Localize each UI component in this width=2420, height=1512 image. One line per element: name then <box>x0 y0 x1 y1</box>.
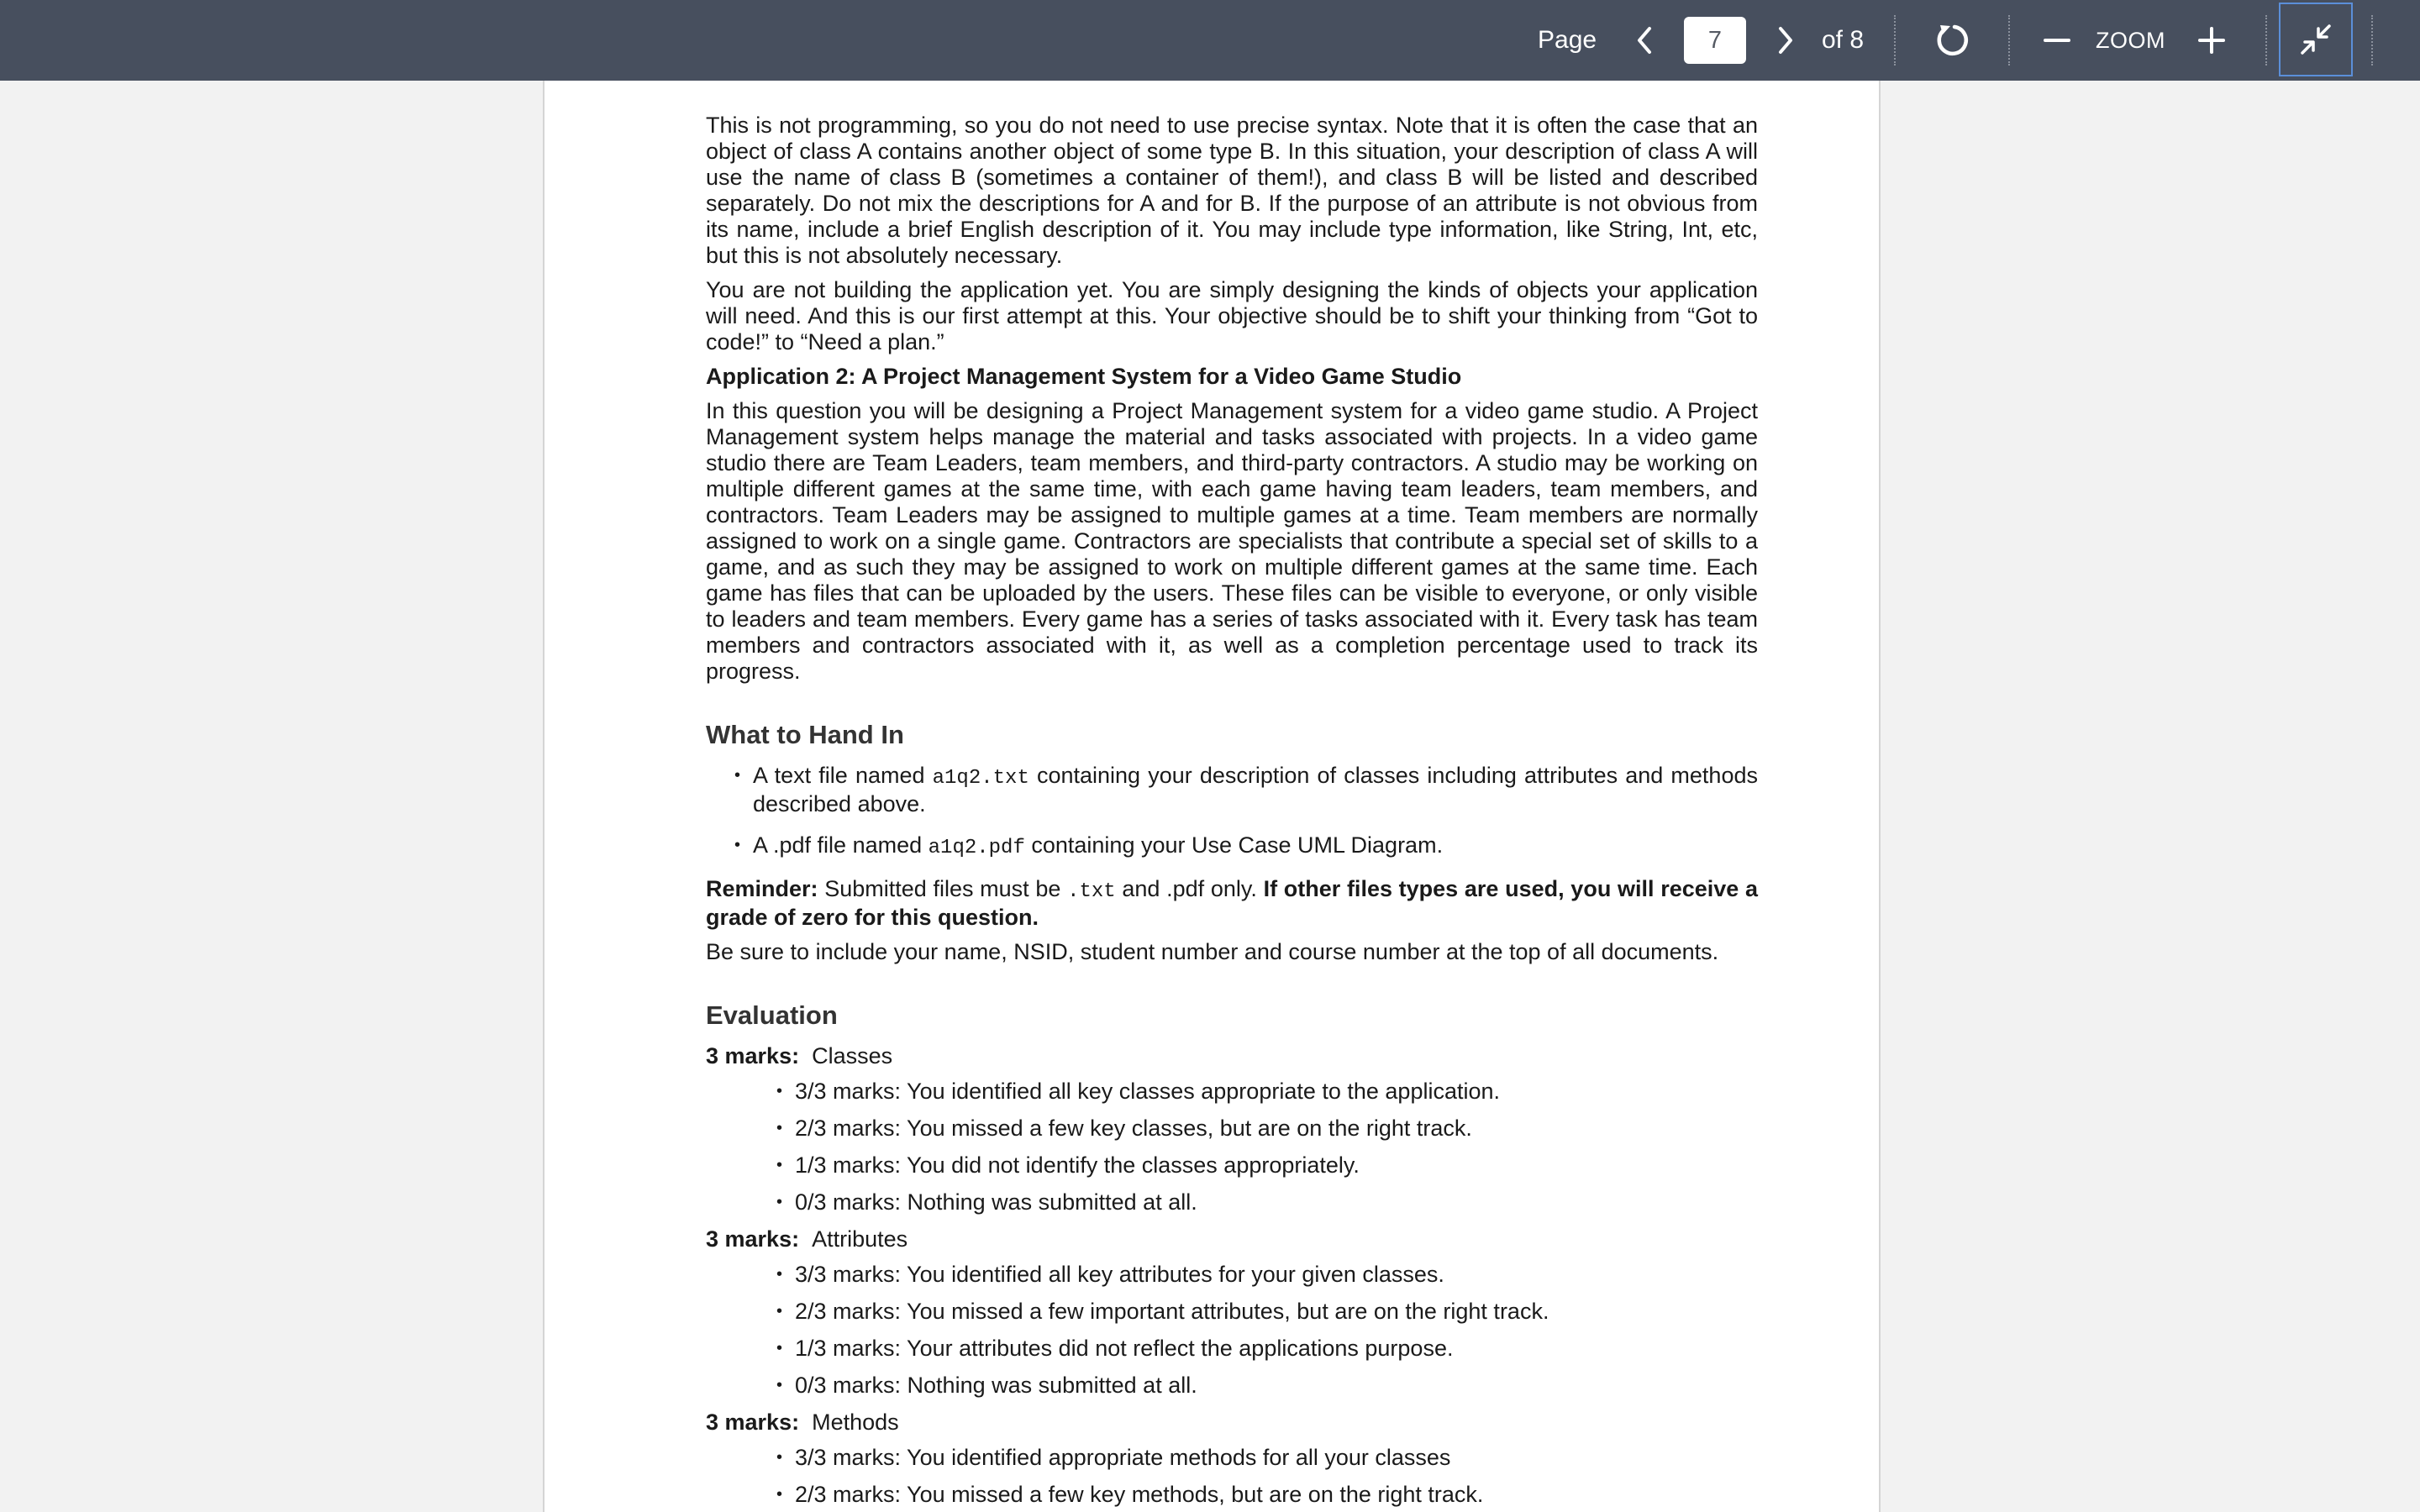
criterion-item: • 0/3 marks: Nothing was submitted at all. <box>795 1373 1758 1399</box>
hand-in-item <box>753 763 1758 817</box>
criterion-item: • 3/3 marks: You identified all key classes appropriate to the application. <box>795 1079 1758 1105</box>
toolbar-separator <box>2371 15 2373 66</box>
pdf-toolbar <box>0 0 2420 81</box>
reminder-text: and .pdf only. <box>1115 876 1264 901</box>
toolbar-separator <box>2265 15 2267 66</box>
rotate-button[interactable] <box>1928 15 1978 66</box>
paragraph-syntax-note: This is not programming, so you do not need to use precise syntax. Note that it is often the case that an object of class A contains another object of some type B. In this situation, your description of class A will use the name of class B (sometimes a container of them!), and class B will be listed and described separately. Do not mix the descriptions for A and for B. If the purpose of an attribute is not obvious from its name, include a brief English description of it. You may include type information, like String, Int, etc, but this is not absolutely necessary. <box>706 113 1758 268</box>
document-content <box>706 113 1758 1512</box>
hand-in-heading: What to Hand In <box>706 720 904 749</box>
criterion-name: Attributes <box>812 1226 908 1252</box>
paragraph-application-2: In this question you will be designing a Project Management system for a video game studio. A Project Management system helps manage the material and tasks associated with projects. In a video game studio there are Team Leaders, team members, and third-party contractors. A studio may be working on multiple different games at the same time, with each game having team leaders, team members, and contractors. Team Leaders may be assigned to multiple games at a time. Team members are normally assigned to work on a single game. Contractors are specialists that contribute a special set of skills to a game, and as such they may be assigned to work on multiple different games at the same time. Each game has files that can be uploaded by the users. These files can be visible to everyone, or only visible to leaders and team members. Every game has a series of tasks associated with it. Every task has team members and contractors associated with it, as well as a completion percentage used to track its progress. <box>706 398 1758 684</box>
criterion-item: • 3/3 marks: You identified appropriate methods for all your classes <box>795 1445 1758 1471</box>
zoom-out-button[interactable] <box>2032 15 2082 66</box>
application-2-heading: Application 2: A Project Management System for a Video Game Studio <box>706 364 1462 389</box>
criterion-item: • 0/3 marks: Nothing was submitted at all. <box>795 1189 1758 1215</box>
evaluation-heading: Evaluation <box>706 1000 838 1030</box>
collapse-icon <box>2299 23 2333 56</box>
criterion-item: • 2/3 marks: You missed a few important attributes, but are on the right track. <box>795 1299 1758 1325</box>
hand-in-text: A text file named <box>753 763 933 788</box>
hand-in-text: A .pdf file named <box>753 832 929 858</box>
criterion-marks: 3 marks: <box>706 1043 800 1068</box>
hand-in-item <box>753 832 1758 861</box>
hand-in-list <box>706 763 1758 861</box>
page-label: Page <box>1538 26 1597 54</box>
criterion-marks: 3 marks: <box>706 1410 800 1435</box>
criterion-name: Classes <box>812 1043 893 1068</box>
reminder-warning: If other files types are used, you will receive a grade of zero for this question. <box>706 876 1758 930</box>
criterion-item: • 2/3 marks: You missed a few key classes, but are on the right track. <box>795 1116 1758 1142</box>
chevron-right-icon <box>1772 25 1797 55</box>
filename-code: a1q2.txt <box>932 767 1029 790</box>
zoom-label: ZOOM <box>2096 27 2165 53</box>
hand-in-text: containing your description of classes including attributes and methods described above. <box>753 763 1758 816</box>
criterion-marks: 3 marks: <box>706 1226 800 1252</box>
exit-fullscreen-button[interactable] <box>2279 3 2353 76</box>
next-page-button[interactable] <box>1760 15 1810 66</box>
chevron-left-icon <box>1633 25 1658 55</box>
zoom-in-button[interactable] <box>2186 15 2237 66</box>
be-sure-paragraph: Be sure to include your name, NSID, student number and course number at the top of all documents. <box>706 939 1719 964</box>
criterion-heading <box>706 1226 1758 1252</box>
page-count-label: of 8 <box>1822 26 1865 54</box>
criterion-list <box>706 1445 1758 1508</box>
criterion-item: • 2/3 marks: You missed a few key methods, but are on the right track. <box>795 1482 1758 1508</box>
criterion-list <box>706 1079 1758 1215</box>
criterion-heading <box>706 1410 1758 1436</box>
reminder-paragraph <box>706 876 1758 931</box>
reminder-label: Reminder: <box>706 876 818 901</box>
page-number-input[interactable] <box>1684 17 1746 64</box>
toolbar-separator <box>1894 15 1896 66</box>
document-page <box>543 81 1881 1512</box>
reminder-text: Submitted files must be <box>818 876 1068 901</box>
toolbar-separator <box>2008 15 2010 66</box>
rotate-icon <box>1934 22 1971 59</box>
criterion-item: • 3/3 marks: You identified all key attributes for your given classes. <box>795 1262 1758 1288</box>
criterion-name: Methods <box>812 1410 899 1435</box>
criterion-heading <box>706 1043 1758 1069</box>
criterion-item: • 1/3 marks: Your attributes did not reflect the applications purpose. <box>795 1336 1758 1362</box>
criterion-list <box>706 1262 1758 1399</box>
plus-icon <box>2198 27 2225 54</box>
criterion-item: • 1/3 marks: You did not identify the classes appropriately. <box>795 1152 1758 1179</box>
extension-code: .txt <box>1067 880 1116 903</box>
paragraph-design-goal: You are not building the application yet. You are simply designing the kinds of objects your application will need. And this is our first attempt at this. Your objective should be to shift your thinking from “Got to code!” to “Need a plan.” <box>706 277 1758 354</box>
previous-page-button[interactable] <box>1620 15 1670 66</box>
minus-icon <box>2044 27 2070 54</box>
hand-in-text: containing your Use Case UML Diagram. <box>1024 832 1444 858</box>
filename-code: a1q2.pdf <box>928 837 1025 859</box>
